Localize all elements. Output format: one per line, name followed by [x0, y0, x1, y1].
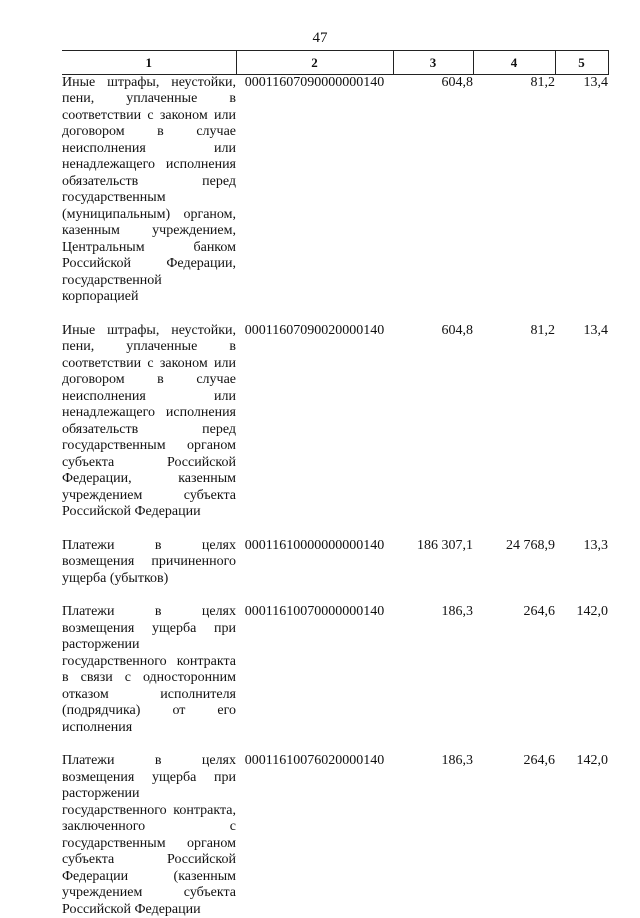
row-value-col4: 81,2	[530, 322, 555, 338]
column-header-2: 2	[236, 51, 393, 75]
row-value-col4: 81,2	[530, 74, 555, 90]
row-value-col3: 604,8	[441, 74, 473, 90]
row-code: 00011610076020000140	[244, 753, 385, 768]
row-value-col5: 13,3	[583, 537, 608, 553]
row-value-col3: 186,3	[441, 753, 473, 768]
table-row	[62, 538, 608, 588]
row-spacer	[62, 306, 608, 323]
row-code: 00011607090020000140	[244, 322, 385, 338]
row-value-col4: 264,6	[523, 604, 555, 619]
row-name: Иные штрафы, неустойки, пени, уплаченные в соответствии с законом или договором в случае неисполнения или ненадлежащего исполнения обязательств перед государственным (муниципальным) органом, казенным учреждением, Центральным банком Российской Федерации, государственной корпорацией	[62, 74, 236, 304]
row-name: Иные штрафы, неустойки, пени, уплаченные в соответствии с законом или договором в случае неисполнения или ненадлежащего исполнения обязательств перед государственным органом субъекта Российской Федерации, казенным учреждением субъекта Российской Федерации	[62, 322, 236, 519]
row-value-col5: 13,4	[583, 322, 608, 338]
row-value-col5: 142,0	[576, 753, 608, 768]
row-value-col5: 13,4	[583, 74, 608, 90]
table-row	[62, 604, 608, 736]
row-spacer	[62, 736, 608, 753]
table-header-row	[62, 51, 608, 75]
row-name: Платежи в целях возмещения ущерба при расторжении государственного контракта в связи с односторонним отказом исполнителя (подрядчика) от его исполнения	[62, 604, 236, 735]
column-header-5: 5	[555, 51, 608, 75]
row-value-col5: 142,0	[576, 604, 608, 619]
row-name: Платежи в целях возмещения причиненного ущерба (убытков)	[62, 537, 236, 586]
budget-table	[62, 50, 609, 918]
row-value-col4: 24 768,9	[506, 537, 555, 553]
row-value-col4: 264,6	[523, 753, 555, 768]
row-name: Платежи в целях возмещения ущерба при расторжении государственного контракта, заключенного с государственным органом субъекта Российской Федерации (казенным учреждением субъекта Российской Федерации	[62, 753, 236, 917]
table-row	[62, 753, 608, 918]
row-value-col3: 604,8	[441, 322, 473, 338]
row-spacer	[62, 587, 608, 604]
row-code: 00011607090000000140	[244, 74, 385, 90]
table-row	[62, 323, 608, 521]
table-row	[62, 74, 608, 306]
column-header-4: 4	[473, 51, 555, 75]
row-spacer	[62, 521, 608, 538]
row-value-col3: 186 307,1	[417, 537, 473, 553]
row-code: 00011610000000000140	[244, 537, 385, 553]
column-header-3: 3	[393, 51, 473, 75]
page-number: 47	[312, 30, 328, 46]
row-code: 00011610070000000140	[244, 604, 385, 619]
row-value-col3: 186,3	[441, 604, 473, 619]
column-header-1: 1	[62, 51, 236, 75]
